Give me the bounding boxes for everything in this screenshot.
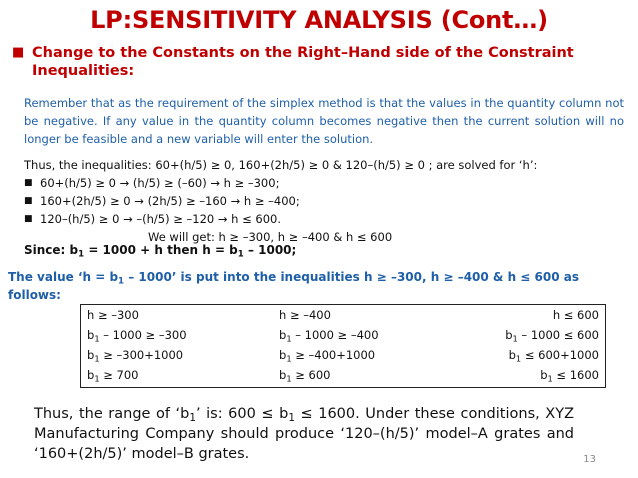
solution-bullet-list [24,174,392,246]
table-cell [279,328,379,342]
conclusion-pre: Thus, the range of ‘b [34,406,190,422]
var: b [279,348,287,362]
table-cell [540,368,599,382]
table-cell [87,368,138,382]
heading-line-2: Inequalities: [32,63,135,79]
inequality-table [80,304,606,388]
since-statement [24,243,297,260]
var-sub: 1 [94,373,100,384]
bullet-text: 60+(h/5) ≥ 0 → (h/5) ≥ (–60) → h ≥ –300; [40,176,280,190]
inequalities-intro: Thus, the inequalities: 60+(h/5) ≥ 0, 160+(2h/5) ≥ 0 & 120–(h/5) ≥ 0 ; are solved for ‘h’: [24,158,538,172]
slide-title: LP:SENSITIVITY ANALYSIS (Cont…) [90,6,548,34]
bullet-text: 160+(2h/5) ≥ 0 → (2h/5) ≥ –160 → h ≥ –400; [40,194,300,208]
we-will-get-line: We will get: h ≥ –300, h ≥ –400 & h ≤ 600 [148,230,393,244]
table-cell [505,328,599,342]
table-cell [279,368,330,382]
var-sub: 1 [94,333,100,344]
value-post: – 1000’ is put into the inequalities h ≥ –300, h ≥ –400 & h ≤ 600 as follows: [8,270,579,302]
square-bullet-icon: ■ [12,45,25,60]
var: b [87,348,95,362]
since-sub1: 1 [78,249,85,260]
since-pre: Since: b [24,243,79,257]
var: b [87,368,95,382]
var-sub: 1 [512,333,518,344]
value-substitution-text [8,268,628,304]
var-sub: 1 [286,333,292,344]
table-cell [87,328,187,342]
since-post: – 1000; [243,243,297,257]
table-cell: h ≥ –300 [87,308,139,322]
var: b [505,328,513,342]
list-item [24,210,392,228]
var-sub: 1 [515,353,522,364]
square-bullet-icon: ■ [24,196,33,206]
cell-text: ≥ 700 [99,368,139,382]
conclusion-post: ≤ 1600. Under these conditions, XYZ Manufacturing Company should produce ‘120–(h/5)’ model–A grates and ‘160+(2h/5)’ model–B grates. [34,406,575,462]
cell-text: ≥ –400+1000 [291,348,376,362]
table-cell [509,348,599,362]
cell-text: ≤ 1600 [552,368,599,382]
since-sub2: 1 [237,249,244,260]
square-bullet-icon: ■ [24,214,33,224]
list-item [24,192,392,210]
value-sub: 1 [118,276,125,287]
cell-text: ≥ 600 [291,368,331,382]
list-item [24,174,392,192]
table-cell: h ≥ –400 [279,308,331,322]
cell-text: – 1000 ≥ –400 [295,328,379,342]
conclusion-sub1: 1 [189,412,196,425]
conclusion-paragraph [34,404,574,464]
var: b [508,348,516,362]
square-bullet-icon: ■ [24,178,33,188]
value-pre: The value ‘h = b [8,270,119,284]
cell-text: ≥ –300+1000 [99,348,184,362]
var-sub: 1 [286,353,292,364]
var: b [279,368,287,382]
conclusion-mid: ’ is: 600 ≤ b [196,406,289,422]
heading-line-1: Change to the Constants on the Right–Hand side of the Constraint [32,45,574,61]
cell-text: – 1000 ≤ 600 [521,328,599,342]
section-heading [12,44,632,80]
remember-paragraph: Remember that as the requirement of the simplex method is that the values in the quantity column not be negative. If any value in the quantity column becomes negative then the current solution will no longer be feasible and a new variable will enter the solution. [24,96,624,146]
table-cell [279,348,375,362]
cell-text: ≤ 600+1000 [521,348,599,362]
var-sub: 1 [94,353,100,364]
page-number: 13 [583,454,596,465]
var: b [540,368,548,382]
cell-text: – 1000 ≥ –300 [103,328,187,342]
table-cell [87,348,183,362]
bullet-text: 120–(h/5) ≥ 0 → –(h/5) ≥ –120 → h ≤ 600. [40,212,282,226]
var-sub: 1 [547,373,553,384]
var: b [279,328,287,342]
var-sub: 1 [286,373,292,384]
var: b [87,328,95,342]
since-mid: = 1000 + h then h = b [84,243,238,257]
table-cell: h ≤ 600 [552,308,599,322]
conclusion-sub2: 1 [288,412,295,425]
